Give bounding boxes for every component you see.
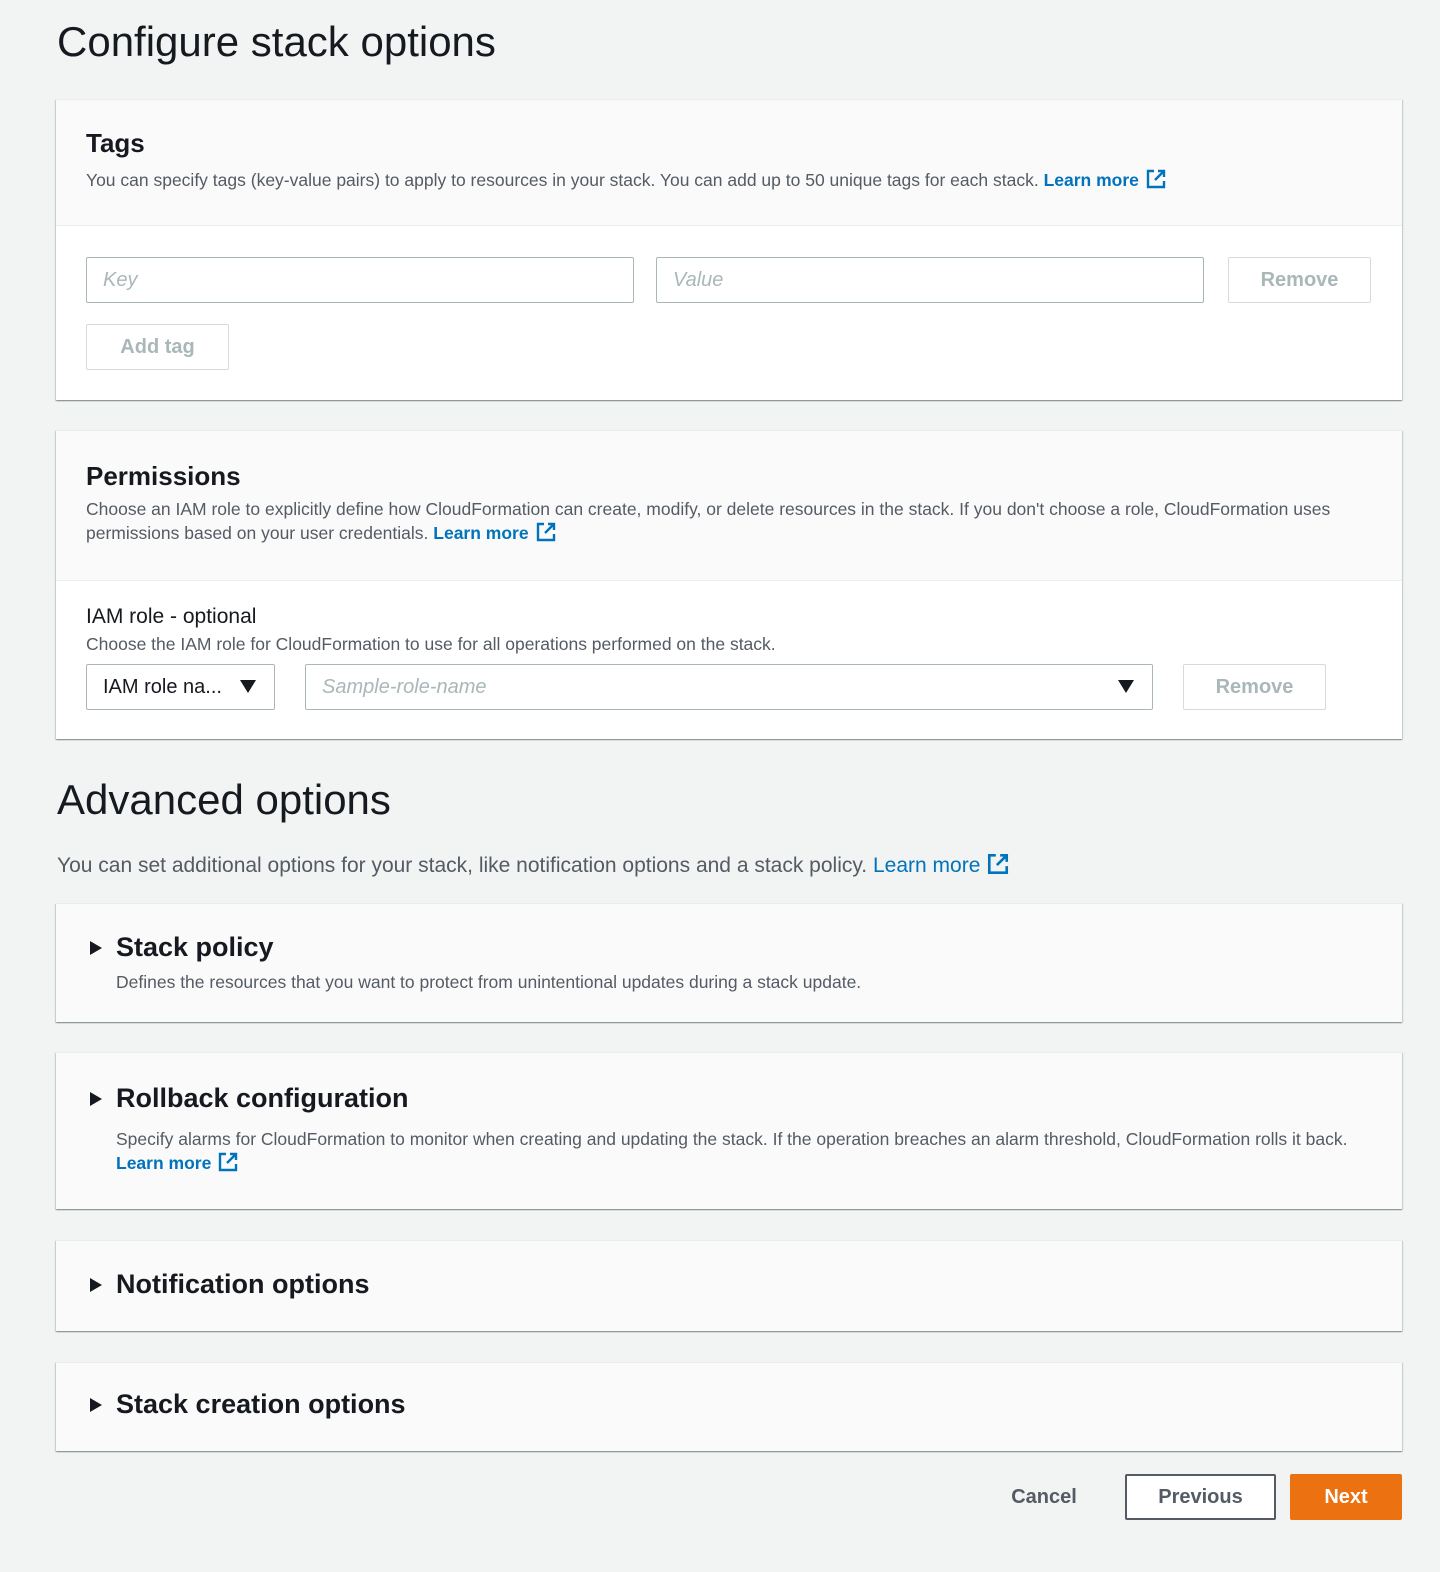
- caret-right-icon: [90, 1092, 102, 1106]
- rollback-configuration-description: [116, 1127, 1386, 1175]
- tags-learn-more-link[interactable]: [1044, 170, 1167, 190]
- tags-panel-header: [56, 100, 1402, 226]
- stack-policy-toggle[interactable]: [90, 932, 274, 963]
- tags-panel-body: [56, 226, 1402, 400]
- iam-role-name-select[interactable]: [305, 664, 1153, 710]
- caret-down-icon: [240, 680, 256, 694]
- stack-creation-options-title: Stack creation options: [116, 1389, 406, 1419]
- iam-role-remove-button[interactable]: Remove: [1183, 664, 1326, 710]
- permissions-learn-more-label: Learn more: [433, 523, 529, 543]
- iam-role-type-value: IAM role na...: [103, 675, 222, 698]
- stack-policy-description: Defines the resources that you want to protect from unintentional updates during a stack update.: [116, 972, 862, 992]
- iam-role-name-placeholder: Sample-role-name: [322, 675, 487, 698]
- tag-remove-button[interactable]: Remove: [1228, 257, 1371, 303]
- external-link-icon: [535, 521, 557, 543]
- permissions-panel-header: [56, 431, 1402, 581]
- external-link-icon: [217, 1151, 239, 1173]
- tags-description: [86, 168, 1167, 192]
- permissions-description-text: Choose an IAM role to explicitly define how CloudFormation can create, modify, or delete resources in the stack. If you don't choose a role, CloudFormation uses permissions based on your user credentials.: [86, 499, 1331, 543]
- external-link-icon: [1145, 168, 1167, 190]
- tag-key-input[interactable]: [86, 257, 634, 303]
- permissions-panel: [56, 430, 1402, 739]
- permissions-description: [86, 497, 1366, 545]
- notification-options-title: Notification options: [116, 1269, 370, 1299]
- advanced-learn-more-label: Learn more: [872, 854, 981, 877]
- stack-policy-title: Stack policy: [116, 932, 274, 962]
- caret-down-icon: [1118, 680, 1134, 694]
- caret-right-icon: [90, 1278, 102, 1292]
- cancel-button[interactable]: Cancel: [1011, 1485, 1077, 1508]
- tags-description-text: You can specify tags (key-value pairs) to apply to resources in your stack. You can add up to 50 unique tags for each stack.: [86, 170, 1039, 190]
- advanced-options-description-text: You can set additional options for your stack, like notification options and a stack policy.: [57, 854, 868, 877]
- tags-panel: [56, 99, 1402, 400]
- external-link-icon: [986, 852, 1010, 876]
- stack-policy-panel[interactable]: [56, 903, 1402, 1022]
- tags-learn-more-label: Learn more: [1043, 170, 1139, 190]
- permissions-title: Permissions: [86, 461, 241, 491]
- rollback-learn-more-link[interactable]: [116, 1153, 239, 1173]
- tag-value-input[interactable]: [656, 257, 1204, 303]
- iam-role-type-select[interactable]: [86, 664, 275, 710]
- caret-right-icon: [90, 1398, 102, 1412]
- tags-title: Tags: [86, 128, 145, 158]
- iam-role-description: Choose the IAM role for CloudFormation to use for all operations performed on the stack.: [86, 634, 776, 654]
- advanced-options-description: [57, 852, 1010, 878]
- rollback-description-text: Specify alarms for CloudFormation to monitor when creating and updating the stack. If the operation breaches an alarm threshold, CloudFormation rolls it back.: [116, 1129, 1348, 1149]
- previous-button[interactable]: Previous: [1125, 1474, 1276, 1520]
- notification-options-panel[interactable]: [56, 1240, 1402, 1331]
- rollback-configuration-title: Rollback configuration: [116, 1083, 409, 1113]
- caret-right-icon: [90, 941, 102, 955]
- next-button[interactable]: Next: [1290, 1474, 1402, 1520]
- page-title: Configure stack options: [57, 18, 496, 65]
- rollback-learn-more-label: Learn more: [116, 1153, 212, 1173]
- rollback-configuration-toggle[interactable]: [90, 1083, 409, 1114]
- iam-role-label: IAM role - optional: [86, 605, 257, 628]
- advanced-learn-more-link[interactable]: [873, 854, 1010, 877]
- rollback-configuration-panel[interactable]: [56, 1052, 1402, 1209]
- permissions-learn-more-link[interactable]: [433, 523, 556, 543]
- notification-options-toggle[interactable]: [90, 1269, 369, 1300]
- stack-creation-options-toggle[interactable]: [90, 1389, 406, 1420]
- advanced-options-title: Advanced options: [57, 776, 391, 823]
- permissions-panel-body: [56, 581, 1402, 739]
- add-tag-button[interactable]: Add tag: [86, 324, 229, 370]
- stack-creation-options-panel[interactable]: [56, 1362, 1402, 1451]
